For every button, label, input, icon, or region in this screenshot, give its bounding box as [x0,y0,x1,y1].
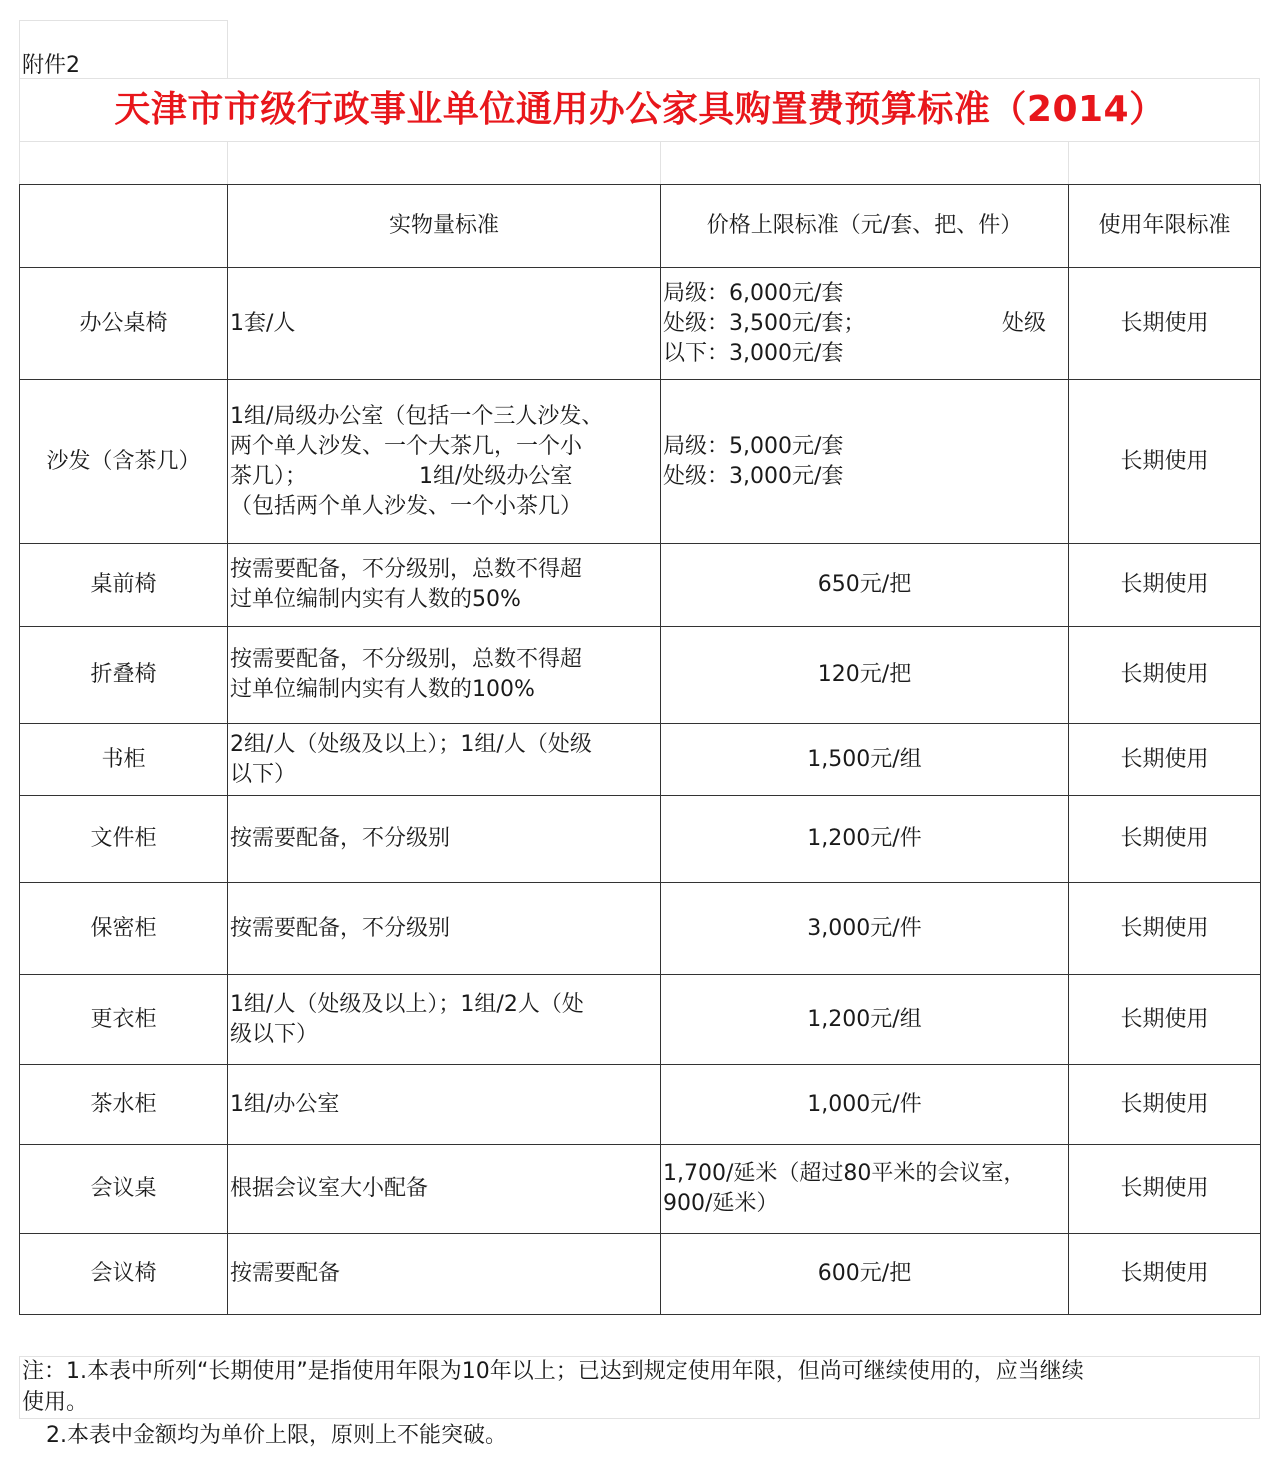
item-name: 会议桌 [20,1145,228,1234]
item-name: 茶水柜 [20,1065,228,1145]
price-standard: 3,000元/件 [661,883,1069,975]
quantity-line: 2组/人（处级及以上）；1组/人（处级 [230,731,592,757]
quantity-line: 按需要配备，不分级别 [230,826,451,851]
item-name: 折叠椅 [20,627,228,724]
price-standard: 1,200元/件 [661,796,1069,883]
footnote-2: 2.本表中金额均为单价上限，原则上不能突破。 [46,1423,507,1448]
quantity-standard [228,1065,661,1145]
grid-line [19,141,1260,142]
quantity-line: 过单位编制内实有人数的50% [230,587,521,612]
life-standard: 长期使用 [1069,796,1261,883]
quantity-standard [228,627,661,724]
footnote-1-line-2: 使用。 [22,1390,89,1415]
quantity-line: 1组/局级办公室（包括一个三人沙发、 [230,403,604,429]
attachment-label: 附件2 [22,53,80,78]
price-standard [661,380,1069,544]
grid-line [19,78,1260,79]
item-name: 会议椅 [20,1234,228,1315]
quantity-standard [228,724,661,796]
price-line: 局级：6,000元/套 [663,280,844,306]
quantity-standard [228,796,661,883]
item-name: 沙发（含茶几） [20,380,228,544]
price-line: 局级：5,000元/套 [663,433,844,459]
price-line [663,309,1066,339]
life-standard: 长期使用 [1069,1234,1261,1315]
header-price-standard: 价格上限标准（元/套、把、件） [661,185,1069,268]
table-row [20,883,1261,975]
quantity-line: 级以下） [230,1021,319,1047]
quantity-standard [228,1234,661,1315]
quantity-standard [228,883,661,975]
quantity-line: 1组/办公室 [230,1091,340,1117]
life-standard: 长期使用 [1069,1145,1261,1234]
table-header-row [20,185,1261,268]
quantity-standard [228,380,661,544]
page-title: 天津市市级行政事业单位通用办公家具购置费预算标准（2014） [114,89,1166,130]
quantity-standard [228,544,661,627]
table-row [20,1145,1261,1234]
price-standard: 650元/把 [661,544,1069,627]
grid-line [227,141,228,184]
quantity-line: 根据会议室大小配备 [230,1176,429,1201]
table-row [20,627,1261,724]
table-row [20,380,1261,544]
grid-line [227,20,228,78]
quantity-line: 1组/人（处级及以上）；1组/2人（处 [230,991,584,1017]
price-line-part: 处级 [1001,310,1046,336]
price-standard: 1,500元/组 [661,724,1069,796]
quantity-line-part: 1组/处级办公室 [419,463,573,489]
life-standard: 长期使用 [1069,380,1261,544]
quantity-line: （包括两个单人沙发、一个小茶几） [230,493,583,519]
price-standard: 600元/把 [661,1234,1069,1315]
grid-line [660,141,661,184]
price-line-part: 处级：3,500元/套； [663,310,866,336]
header-category [20,185,228,268]
grid-line [19,20,228,21]
item-name: 文件柜 [20,796,228,883]
price-standard: 1,200元/组 [661,975,1069,1065]
grid-line [19,1418,1260,1419]
life-standard: 长期使用 [1069,1065,1261,1145]
grid-line [19,1356,20,1418]
item-name: 办公桌椅 [20,268,228,380]
life-standard: 长期使用 [1069,975,1261,1065]
quantity-standard [228,975,661,1065]
standards-table [19,184,1261,1315]
grid-line [1068,141,1069,184]
price-line: 900/延米） [663,1191,779,1216]
life-standard: 长期使用 [1069,268,1261,380]
quantity-line: 1套/人 [230,310,296,336]
life-standard: 长期使用 [1069,883,1261,975]
quantity-line: 按需要配备 [230,1261,341,1286]
table-row [20,268,1261,380]
footnote-1 [22,1356,1258,1418]
price-standard: 120元/把 [661,627,1069,724]
price-standard: 1,000元/件 [661,1065,1069,1145]
item-name: 保密柜 [20,883,228,975]
quantity-standard [228,1145,661,1234]
grid-line [1259,1356,1260,1418]
life-standard: 长期使用 [1069,724,1261,796]
table-row [20,975,1261,1065]
life-standard: 长期使用 [1069,544,1261,627]
quantity-line: 按需要配备，不分级别，总数不得超 [230,557,583,582]
item-name: 更衣柜 [20,975,228,1065]
price-line: 以下：3,000元/套 [663,340,844,366]
price-standard [661,268,1069,380]
table-row [20,1065,1261,1145]
table-row [20,1234,1261,1315]
price-standard [661,1145,1069,1234]
quantity-line: 以下） [230,761,297,787]
quantity-standard [228,268,661,380]
life-standard: 长期使用 [1069,627,1261,724]
price-line: 1,700/延米（超过80平米的会议室， [663,1161,1026,1186]
quantity-line [230,462,658,492]
price-line: 处级：3,000元/套 [663,463,844,489]
quantity-line-part: 茶几）； [230,463,308,489]
item-name: 桌前椅 [20,544,228,627]
footnote-1-line-1: 注：1.本表中所列“长期使用”是指使用年限为10年以上；已达到规定使用年限，但尚可继续使用的，应当继续 [22,1359,1084,1384]
table-row [20,544,1261,627]
header-life-standard: 使用年限标准 [1069,185,1261,268]
table-row [20,796,1261,883]
quantity-line: 过单位编制内实有人数的100% [230,677,535,702]
quantity-line: 两个单人沙发、一个大茶几，一个小 [230,433,583,459]
item-name: 书柜 [20,724,228,796]
header-quantity-standard: 实物量标准 [228,185,661,268]
quantity-line: 按需要配备，不分级别，总数不得超 [230,647,583,672]
quantity-line: 按需要配备，不分级别 [230,915,451,941]
table-row [20,724,1261,796]
